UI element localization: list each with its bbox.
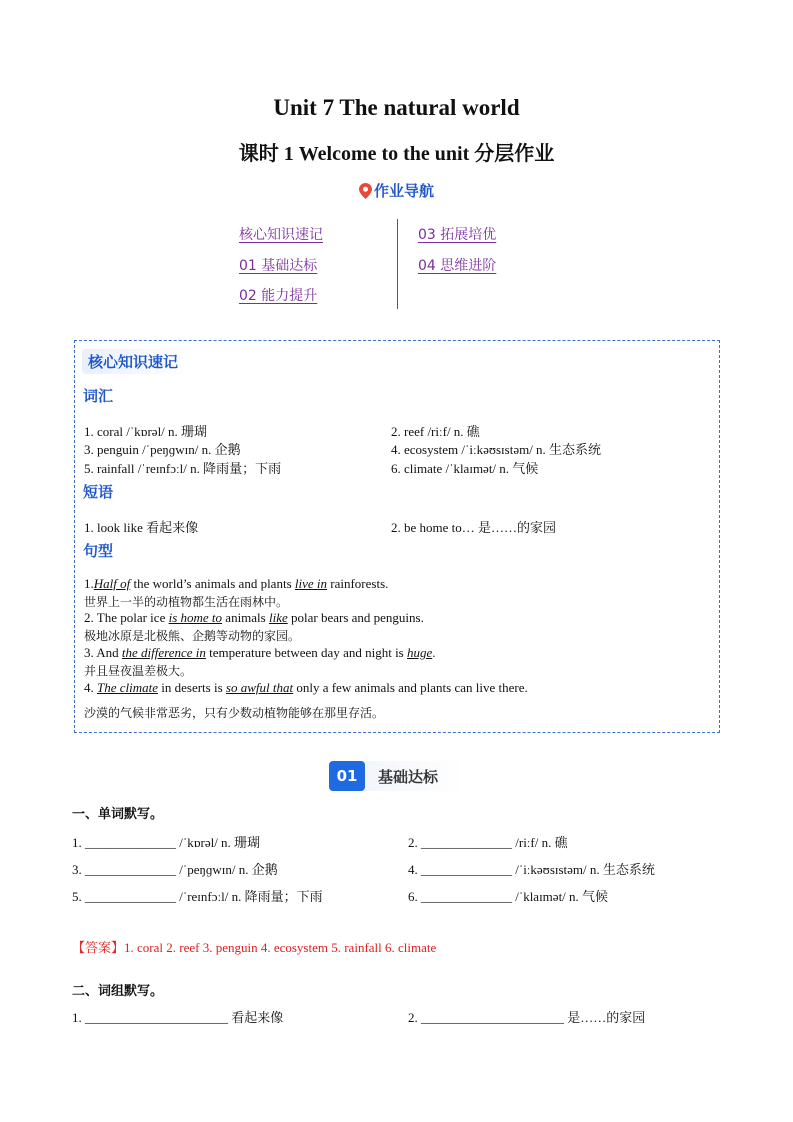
- blank-item: 1. ______________________ 看起来像: [72, 1010, 284, 1025]
- answer-label: 【答案】: [72, 940, 125, 955]
- knowledge-heading: 核心知识速记: [82, 349, 188, 374]
- nav-link-core-knowledge[interactable]: 核心知识速记: [239, 227, 323, 243]
- nav-divider: [397, 219, 398, 309]
- sentence-cn: 并且昼夜温差极大。: [84, 664, 193, 678]
- answer-blank[interactable]: ______________: [421, 889, 512, 904]
- sentence-key-phrase: huge: [407, 645, 433, 660]
- phrase-item: 1. look like 看起来像: [84, 520, 199, 535]
- blank-item: 6. ______________ /ˈklaɪmət/ n. 气候: [408, 889, 609, 904]
- sentence-key-phrase: live in: [294, 576, 328, 591]
- answer-line: [72, 937, 436, 956]
- answer-blank[interactable]: ______________: [85, 835, 176, 850]
- blank-item: 3. ______________ /ˈpeŋɡwɪn/ n. 企鹅: [72, 862, 278, 877]
- sentence-heading: 句型: [83, 542, 114, 560]
- blank-item: 1. ______________ /ˈkɒrəl/ n. 珊瑚: [72, 835, 261, 850]
- sentence-key-phrase: is home to: [168, 610, 223, 625]
- nav-link-thinking[interactable]: 04 思维进阶: [418, 258, 497, 274]
- question-heading: 一、单词默写。: [72, 807, 164, 822]
- section-number: 01: [329, 761, 365, 791]
- blank-item: 2. ______________________ 是……的家园: [408, 1010, 646, 1025]
- nav-link-basic[interactable]: 01 基础达标: [239, 258, 318, 274]
- phrase-heading: 短语: [83, 483, 114, 501]
- answer-blank[interactable]: ______________________: [85, 1010, 228, 1025]
- sentence-key-phrase: so awful that: [225, 680, 294, 695]
- vocab-item: 6. climate /ˈklaɪmət/ n. 气候: [391, 461, 539, 476]
- sentence-key-phrase: Half of: [93, 576, 131, 591]
- sentence-key-phrase: like: [268, 610, 288, 625]
- vocab-item: 5. rainfall /ˈreɪnfɔːl/ n. 降雨量；下雨: [84, 461, 282, 476]
- sentence-cn: 极地冰原是北极熊、企鹅等动物的家园。: [84, 629, 301, 643]
- question-heading: 二、词组默写。: [72, 984, 164, 999]
- phrase-item: 2. be home to… 是……的家园: [391, 520, 557, 535]
- sentence-en: 3. And the difference in temperature between day and night is huge.: [84, 645, 436, 660]
- answer-blank[interactable]: ______________: [421, 835, 512, 850]
- sentence-key-phrase: The climate: [97, 680, 159, 695]
- nav-heading: [0, 180, 793, 201]
- sentence-en: 4. The climate in deserts is so awful that only a few animals and plants can live there.: [84, 680, 528, 695]
- vocab-item: 4. ecosystem /ˈiːkəʊsɪstəm/ n. 生态系统: [391, 442, 602, 457]
- page-title: Unit 7 The natural world: [273, 95, 520, 120]
- sentence-cn: 沙漠的气候非常恶劣，只有少数动植物能够在那里存活。: [84, 706, 385, 720]
- blank-item: 5. ______________ /ˈreɪnfɔːl/ n. 降雨量；下雨: [72, 889, 323, 904]
- sentence-en: 1.Half of the world’s animals and plants live in rainforests.: [84, 576, 389, 591]
- vocab-item: 1. coral /ˈkɒrəl/ n. 珊瑚: [84, 424, 208, 439]
- answer-blank[interactable]: ______________: [421, 862, 512, 877]
- blank-item: 4. ______________ /ˈiːkəʊsɪstəm/ n. 生态系统: [408, 862, 655, 877]
- page-subtitle: 课时 1 Welcome to the unit 分层作业: [238, 143, 555, 165]
- answer-blank[interactable]: ______________________: [421, 1010, 564, 1025]
- sentence-key-phrase: the difference in: [121, 645, 206, 660]
- vocab-item: 3. penguin /ˈpeŋɡwɪn/ n. 企鹅: [84, 442, 241, 457]
- answer-text: 1. coral 2. reef 3. penguin 4. ecosystem 5. rainfall 6. climate: [124, 940, 437, 955]
- nav-link-ability[interactable]: 02 能力提升: [239, 288, 318, 304]
- vocab-item: 2. reef /riːf/ n. 礁: [391, 424, 480, 439]
- sentence-cn: 世界上一半的动植物都生活在雨林中。: [84, 595, 289, 609]
- blank-item: 2. ______________ /riːf/ n. 礁: [408, 835, 568, 850]
- answer-blank[interactable]: ______________: [85, 889, 176, 904]
- sentence-en: 2. The polar ice is home to animals like polar bears and penguins.: [84, 610, 424, 625]
- section-title: 基础达标: [378, 768, 439, 786]
- nav-link-extension[interactable]: 03 拓展培优: [418, 227, 497, 243]
- location-pin-icon: [359, 183, 372, 199]
- vocab-heading: 词汇: [83, 387, 114, 405]
- nav-heading-label: 作业导航: [373, 182, 434, 200]
- answer-blank[interactable]: ______________: [85, 862, 176, 877]
